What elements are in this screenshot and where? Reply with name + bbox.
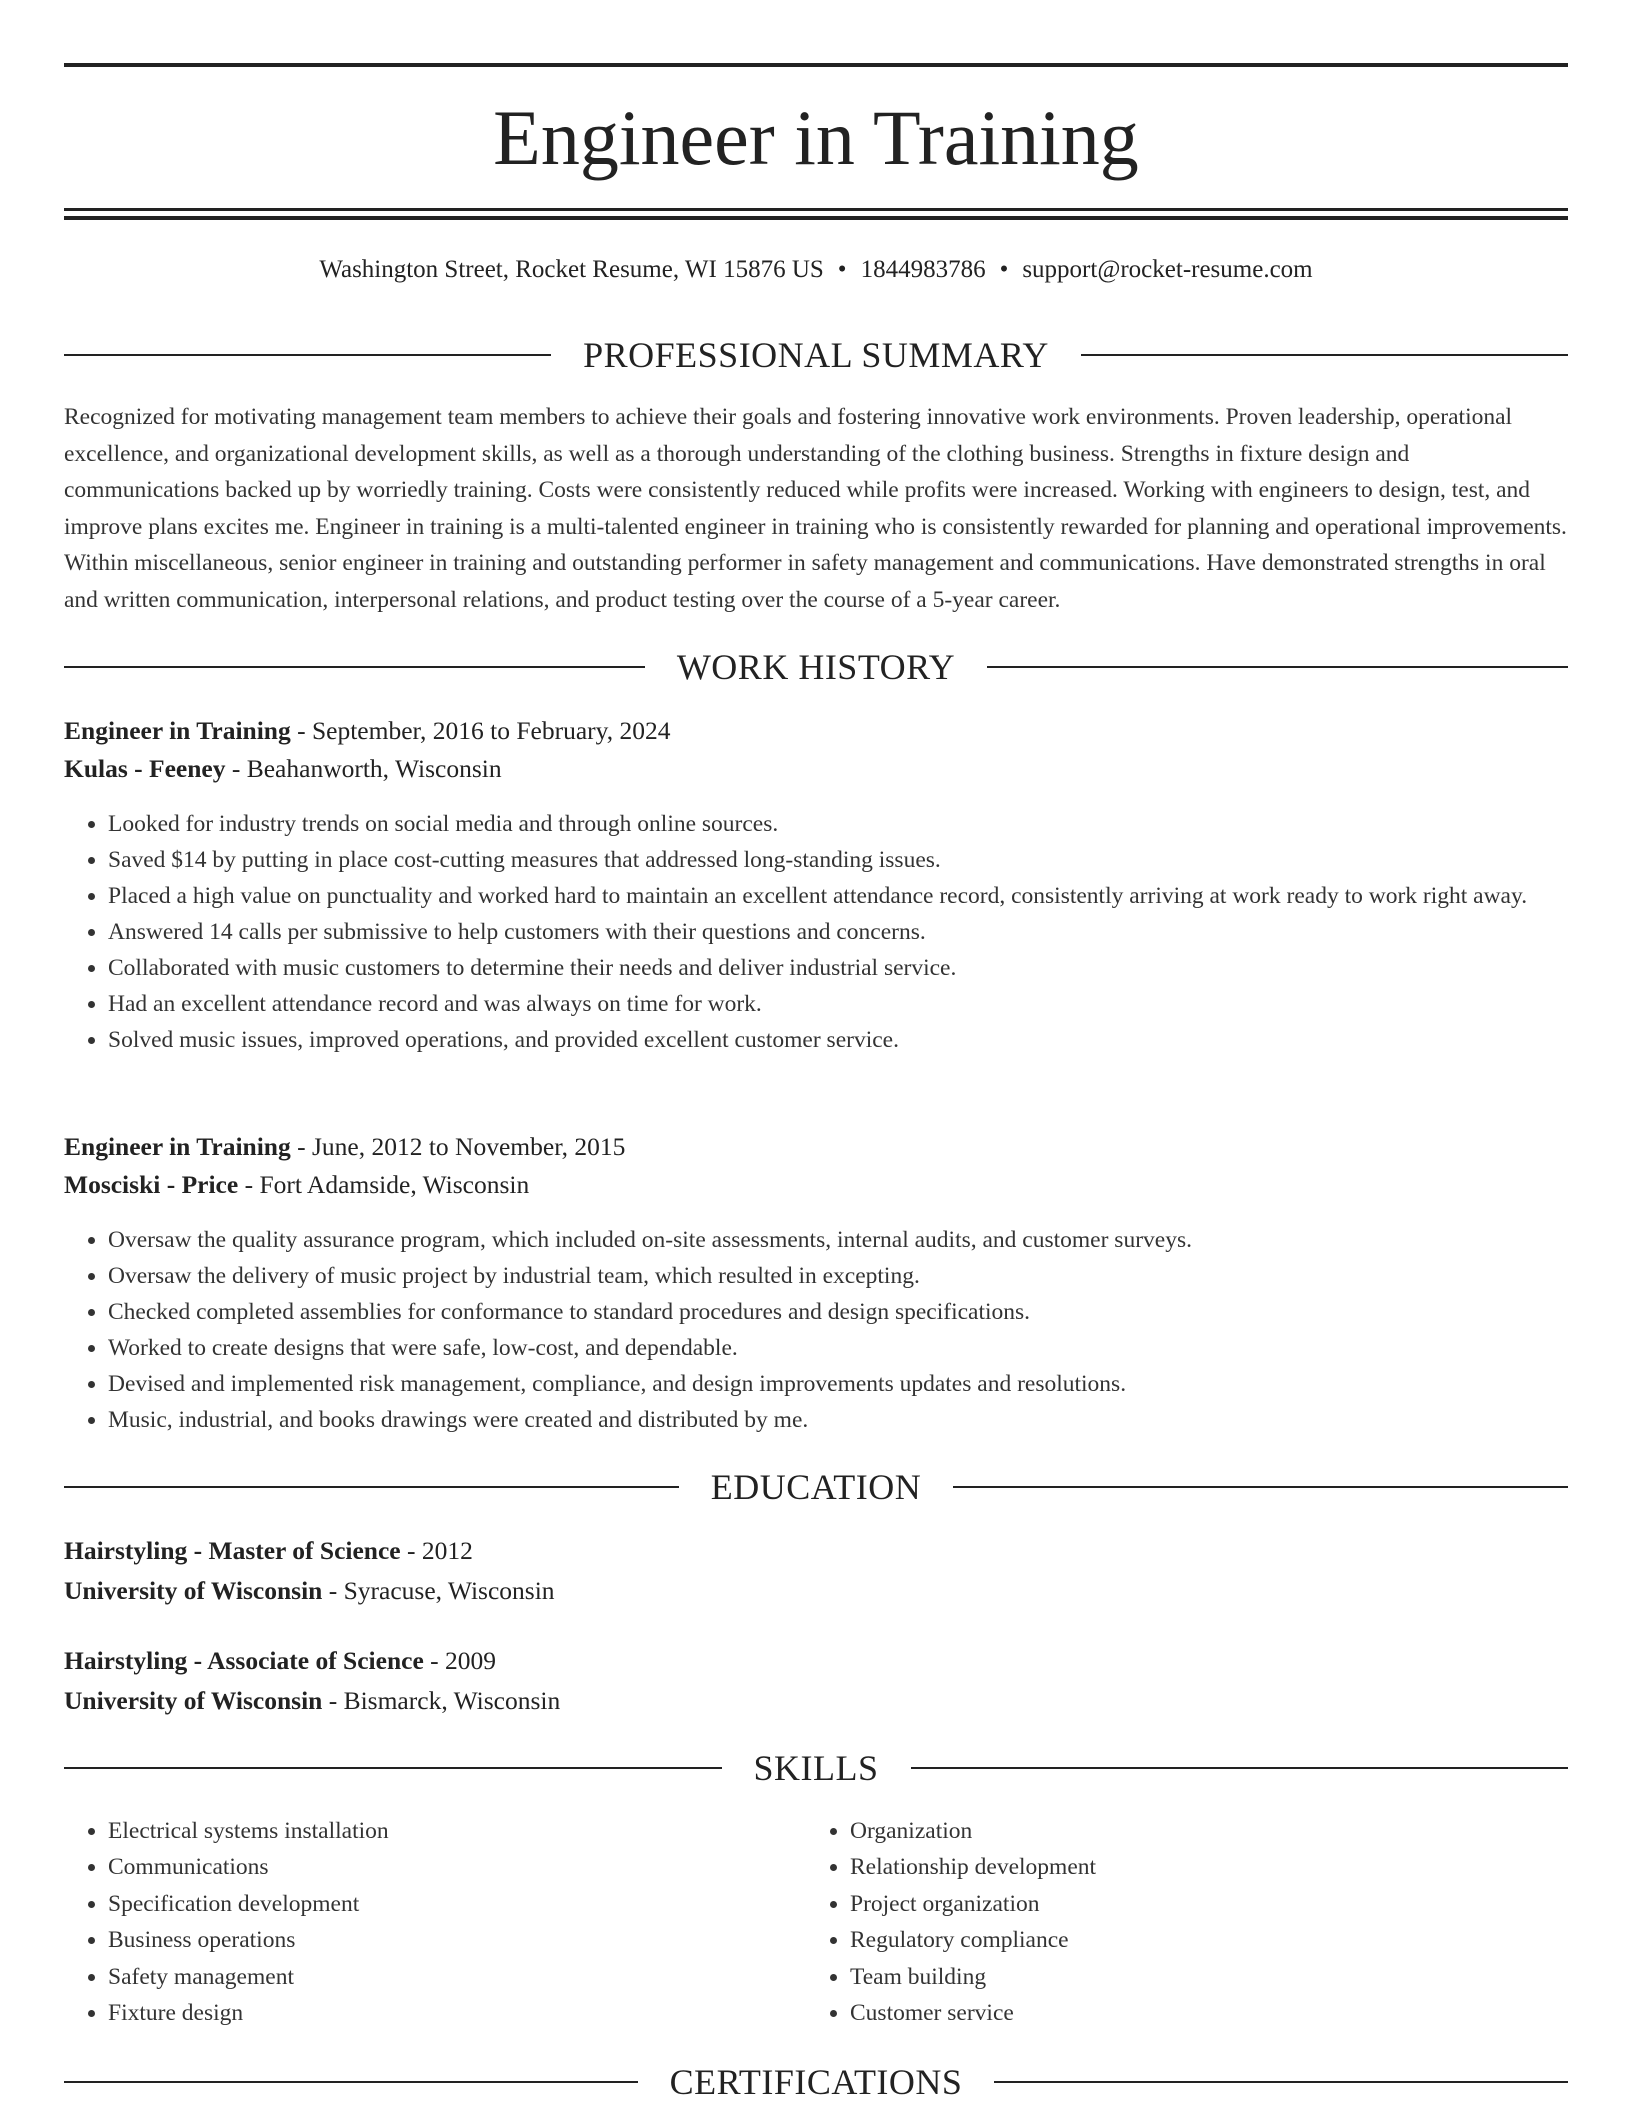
education-year: - 2012: [400, 1536, 473, 1565]
heading-line: [1081, 354, 1568, 356]
heading-line: [64, 1767, 722, 1769]
job-company-line: [64, 750, 502, 788]
heading-line: [64, 354, 551, 356]
skill-item: • Regulatory compliance: [850, 1922, 1550, 1958]
job-location: - Beahanworth, Wisconsin: [225, 754, 502, 783]
list-item: • Answered 14 calls per submissive to help customers with their questions and concerns.: [108, 914, 1612, 950]
contact-separator: •: [999, 256, 1009, 283]
summary-text: Recognized for motivating management team members to achieve their goals and fostering innovative work environments. Proven leadership, operational excellence, and organizational development skills, as well as a thorough understanding of the clothing business. Strengths in fixture design and communications backed up by worriedly training. Costs were consistently reduced while profits were increased. Working with engineers to design, test, and improve plans excites me. Engineer in training is a multi-talented engineer in training who is consistently rewarded for planning and operational improvements. Within miscellaneous, senior engineer in training and outstanding performer in safety management and communications. Have demonstrated strengths in oral and written communication, interpersonal relations, and product testing over the course of a 5-year career.: [64, 404, 1567, 613]
section-title: SKILLS: [753, 1748, 879, 1788]
section-heading-education: [64, 1467, 1568, 1507]
education-location: - Syracuse, Wisconsin: [322, 1576, 555, 1605]
education-degree: Hairstyling - Associate of Science: [64, 1646, 424, 1675]
header-rule-lower: [64, 216, 1568, 220]
heading-line: [64, 1486, 679, 1488]
skill-item: • Team building: [850, 1959, 1550, 1995]
contact-separator: •: [837, 256, 847, 283]
job-bullets: [64, 1222, 1612, 1438]
list-item: • Saved $14 by putting in place cost-cutting measures that addressed long-standing issues.: [108, 842, 1612, 878]
contact-email: support@rocket-resume.com: [1022, 256, 1313, 283]
skill-item: • Organization: [850, 1813, 1550, 1849]
skill-item: • Customer service: [850, 1995, 1550, 2031]
heading-line: [994, 2081, 1568, 2083]
top-rule: [64, 63, 1568, 67]
job-dates: - September, 2016 to February, 2024: [290, 716, 671, 745]
skill-item: • Project organization: [850, 1886, 1550, 1922]
header-rule-upper: [64, 208, 1568, 211]
contact-line: [0, 254, 1632, 286]
skill-item: • Safety management: [108, 1959, 808, 1995]
education-degree-line: [64, 1642, 496, 1680]
job-company: Kulas - Feeney: [64, 754, 226, 783]
section-title: CERTIFICATIONS: [669, 2062, 963, 2102]
heading-line: [911, 1767, 1569, 1769]
skill-item: • Relationship development: [850, 1849, 1550, 1885]
job-bullets: [64, 806, 1612, 1058]
list-item: • Checked completed assemblies for conformance to standard procedures and design specifications.: [108, 1294, 1612, 1330]
section-heading-work: [64, 647, 1568, 687]
section-title: EDUCATION: [710, 1467, 922, 1507]
job-location: - Fort Adamside, Wisconsin: [238, 1170, 530, 1199]
list-item: • Solved music issues, improved operations, and provided excellent customer service.: [108, 1022, 1612, 1058]
list-item: • Looked for industry trends on social media and through online sources.: [108, 806, 1612, 842]
education-year: - 2009: [423, 1646, 497, 1675]
section-heading-certifications: [64, 2062, 1568, 2102]
heading-line: [987, 666, 1568, 668]
section-heading-summary: [64, 335, 1568, 375]
education-school: University of Wisconsin: [64, 1686, 323, 1715]
skills-list-left: [64, 1813, 808, 2031]
list-item: • Had an excellent attendance record and was always on time for work.: [108, 986, 1612, 1022]
list-item: • Devised and implemented risk management, compliance, and design improvements updates and resolutions.: [108, 1366, 1612, 1402]
education-school: University of Wisconsin: [64, 1576, 323, 1605]
skill-item: • Fixture design: [108, 1995, 808, 2031]
contact-phone: 1844983786: [860, 256, 986, 283]
education-degree-line: [64, 1532, 473, 1570]
education-school-line: [64, 1572, 555, 1610]
section-title: PROFESSIONAL SUMMARY: [583, 335, 1049, 375]
section-heading-skills: [64, 1748, 1568, 1788]
skill-item: • Electrical systems installation: [108, 1813, 808, 1849]
list-item: • Worked to create designs that were safe, low-cost, and dependable.: [108, 1330, 1612, 1366]
education-school-line: [64, 1682, 560, 1720]
education-location: - Bismarck, Wisconsin: [322, 1686, 561, 1715]
job-title-line: [64, 712, 670, 750]
skill-item: • Communications: [108, 1849, 808, 1885]
resume-name: Engineer in Training: [493, 94, 1139, 181]
job-title: Engineer in Training: [64, 716, 291, 745]
job-company-line: [64, 1166, 529, 1204]
skill-item: • Business operations: [108, 1922, 808, 1958]
job-title-line: [64, 1128, 625, 1166]
education-degree: Hairstyling - Master of Science: [64, 1536, 401, 1565]
list-item: • Music, industrial, and books drawings were created and distributed by me.: [108, 1402, 1612, 1438]
heading-line: [953, 1486, 1568, 1488]
skills-list-right: [806, 1813, 1550, 2031]
contact-address: Washington Street, Rocket Resume, WI 15876 US: [319, 256, 824, 283]
heading-line: [64, 2081, 638, 2083]
job-title: Engineer in Training: [64, 1132, 291, 1161]
list-item: • Oversaw the delivery of music project by industrial team, which resulted in excepting.: [108, 1258, 1612, 1294]
list-item: • Collaborated with music customers to determine their needs and deliver industrial service.: [108, 950, 1612, 986]
job-dates: - June, 2012 to November, 2015: [290, 1132, 626, 1161]
skill-item: • Specification development: [108, 1886, 808, 1922]
section-title: WORK HISTORY: [676, 647, 956, 687]
heading-line: [64, 666, 645, 668]
job-company: Mosciski - Price: [64, 1170, 239, 1199]
list-item: • Placed a high value on punctuality and worked hard to maintain an excellent attendance record, consistently arriving at work ready to work right away.: [108, 878, 1612, 914]
list-item: • Oversaw the quality assurance program, which included on-site assessments, internal audits, and customer surveys.: [108, 1222, 1612, 1258]
